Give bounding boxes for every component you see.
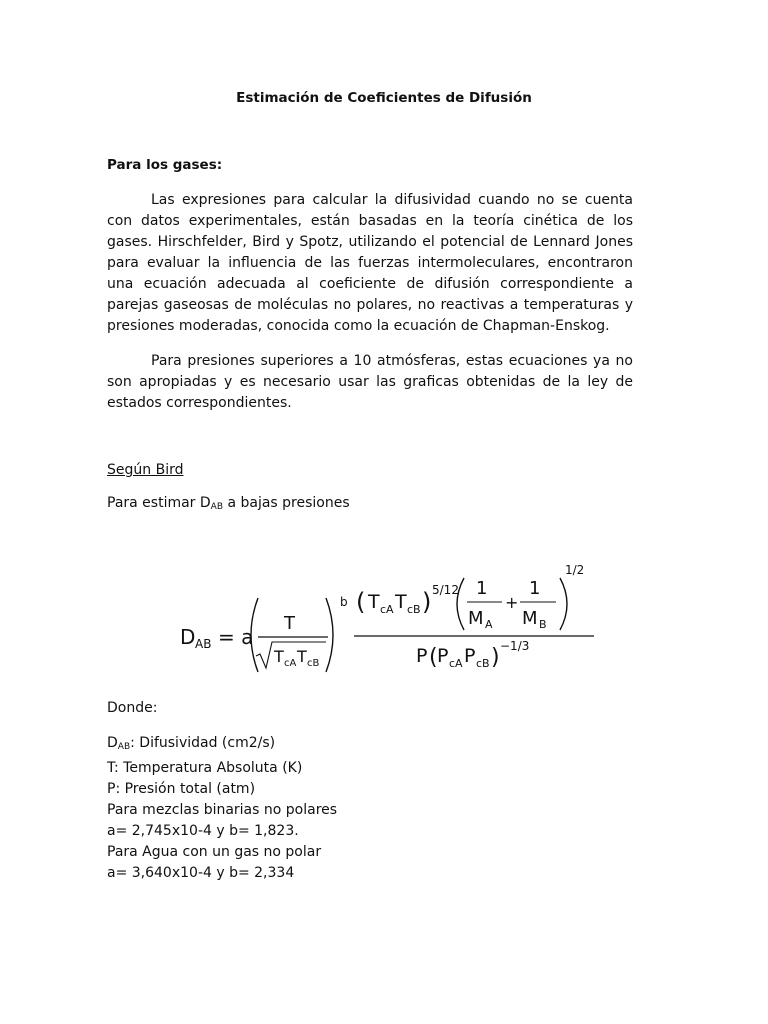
document-title: Estimación de Coeficientes de Difusión: [236, 90, 532, 106]
formula-num-open-paren: (: [356, 588, 366, 616]
formula-sqrt-TcA: T: [274, 647, 284, 666]
definition-dab-text: : Difusividad (cm2/s): [130, 735, 276, 751]
formula-den-open-paren: (: [429, 645, 438, 670]
formula-exp-neg-third: −1/3: [500, 639, 530, 653]
formula-exp-5-12: 5/12: [432, 583, 459, 597]
definition-water-values: a= 3,640x10-4 y b= 2,334: [107, 865, 295, 881]
formula-num-close-paren: ): [422, 588, 432, 616]
formula-den-sub-cB: cB: [476, 657, 490, 670]
formula-sqrt-sub-cA: cA: [284, 658, 297, 669]
definition-p: P: Presión total (atm): [107, 781, 256, 797]
formula-sub-B: B: [539, 618, 547, 631]
subheading-segun-bird: Según Bird: [107, 462, 184, 478]
definition-water: Para Agua con un gas no polar: [107, 844, 322, 860]
formula-den-PcA: P: [437, 645, 449, 667]
estimate-suffix: a bajas presiones: [223, 495, 350, 511]
definition-binary-values: a= 2,745x10-4 y b= 1,823.: [107, 823, 299, 839]
definition-dab: [107, 733, 337, 758]
formula-den-sub-cA: cA: [449, 657, 463, 670]
formula-sqrt-TcB: T: [297, 647, 307, 666]
formula-MA: M: [468, 608, 484, 629]
section-heading: Para los gases:: [107, 157, 223, 173]
formula-inner-right-paren: [560, 578, 567, 630]
definition-dab-symbol: D: [107, 735, 118, 751]
donde-label: Donde:: [107, 700, 158, 716]
estimate-line: [107, 495, 350, 512]
formula-one-A: 1: [476, 578, 488, 599]
formula-den-close-paren: ): [491, 645, 500, 670]
formula-one-B: 1: [529, 578, 541, 599]
formula-right-paren: [326, 598, 333, 672]
formula-num-TcA: T: [368, 591, 380, 613]
paragraph-chapman-enskog: Las expresiones para calcular la difusividad cuando no se cuenta con datos experimentales, están basadas en la teoría cinética de los gases. Hirschfelder, Bird y Spotz, utilizando el potencial de Lennard Jones para evaluar la influencia de las fuerzas intermoleculares, encontraron una ecuación adecuada al coeficiente de difusión correspondiente a parejas gaseosas de moléculas no polares, no reactivas a temperaturas y presiones moderadas, conocida como la ecuación de Chapman-Enskog.: [107, 192, 633, 334]
formula-plus: +: [505, 593, 519, 612]
definition-t: T: Temperatura Absoluta (K): [107, 760, 303, 776]
formula-T: T: [284, 613, 295, 634]
definition-binary: Para mezclas binarias no polares: [107, 802, 338, 818]
formula-den-P: P: [416, 645, 428, 667]
paragraph-high-pressure: Para presiones superiores a 10 atmósferas, estas ecuaciones ya no son apropiadas y es necesario usar las graficas obtenidas de la ley de estados correspondientes.: [107, 353, 633, 411]
formula-MB: M: [522, 608, 538, 629]
formula-equals-a: = a: [218, 625, 254, 649]
formula-sqrt-sub-cB: cB: [307, 658, 320, 669]
estimate-sub: AB: [210, 502, 224, 512]
formula-num-sub-cA: cA: [380, 603, 394, 616]
formula-lhs-symbol: D: [180, 625, 196, 649]
formula-lhs-sub: AB: [195, 637, 212, 651]
estimate-prefix: Para estimar D: [107, 495, 211, 511]
formula-sub-A: A: [485, 618, 493, 631]
formula-exp-b: b: [340, 595, 348, 609]
definitions-list: [107, 733, 337, 884]
formula-num-sub-cB: cB: [407, 603, 421, 616]
diffusivity-formula: [170, 560, 610, 680]
formula-num-TcB: T: [395, 591, 407, 613]
definition-dab-sub: AB: [117, 742, 131, 752]
formula-exp-half: 1/2: [565, 563, 585, 577]
formula-den-PcB: P: [464, 645, 476, 667]
